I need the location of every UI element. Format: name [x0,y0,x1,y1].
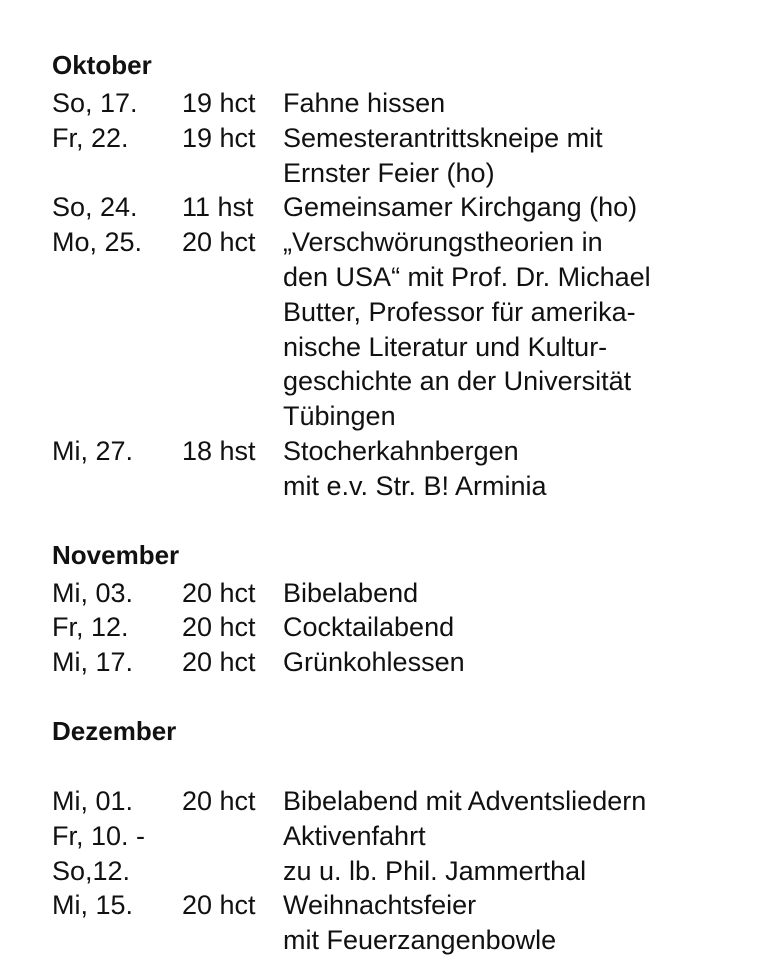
event-description-line: Ernster Feier (ho) [283,157,495,188]
event-description [283,645,752,680]
month-section-oktober [52,44,752,504]
event-date: Fr, 22. [52,122,129,153]
month-title: Oktober [52,50,152,80]
event-time [182,819,283,854]
event-description-line: Cocktailabend [283,612,455,643]
event-time: 20 hct [182,227,256,258]
event-description [283,434,752,504]
event-time: 20 hct [182,890,256,921]
event-description-line: Aktivenfahrt [283,820,426,851]
event-description-line: Gemeinsamer Kirchgang (ho) [283,192,638,223]
event-description-line: Bibelabend [283,577,419,608]
event-description [283,854,752,889]
event-time: 19 hct [182,122,256,153]
event-description-line: Bibelabend mit Adventsliedern [283,785,647,816]
event-date: Fr, 12. [52,612,129,643]
event-description [283,784,752,819]
event-time: 20 hct [182,612,256,643]
month-title: Dezember [52,715,177,746]
event-description [283,610,752,645]
event-time: 19 hct [182,88,256,118]
event-description-line: Fahne hissen [283,88,446,118]
event-calendar [52,44,752,958]
event-description-line: Semesterantrittskneipe mit [283,122,603,153]
event-row [52,190,752,225]
month-title: November [52,539,180,570]
event-row [52,576,752,611]
event-row [52,121,752,191]
event-date: Mi, 03. [52,577,134,608]
event-list [52,784,752,958]
event-date: Mo, 25. [52,227,143,258]
event-description-line: Tübingen [283,401,396,432]
event-description [283,576,752,611]
event-row [52,434,752,504]
event-description-line: zu u. lb. Phil. Jammerthal [283,855,587,886]
event-row [52,86,752,121]
event-row [52,888,752,958]
event-time: 20 hct [182,577,256,608]
event-time: 20 hct [182,785,256,816]
month-section-november [52,534,752,680]
event-row [52,819,752,854]
event-row [52,854,752,889]
event-description-line: Stocherkahnbergen [283,435,519,466]
event-description-line: Weihnachtsfeier [283,890,477,921]
event-description-line: geschichte an der Universität [283,366,632,397]
event-row [52,610,752,645]
event-date: So, 17. [52,88,138,118]
event-date: Fr, 10. - [52,820,146,851]
event-description [283,888,752,958]
event-description [283,86,752,121]
event-row [52,225,752,434]
event-time: 18 hst [182,435,256,466]
event-date: Mi, 15. [52,890,134,921]
event-time [182,854,283,889]
event-date: Mi, 01. [52,785,134,816]
event-date: So, 24. [52,192,138,223]
event-description-line: mit Feuerzangenbowle [283,925,557,956]
event-description [283,121,752,191]
event-row [52,784,752,819]
event-row [52,645,752,680]
event-description-line: mit e.v. Str. B! Arminia [283,470,547,501]
event-description-line: Butter, Professor für amerika- [283,296,636,327]
event-list [52,86,752,504]
event-date: Mi, 17. [52,647,134,678]
event-time: 20 hct [182,647,256,678]
event-list [52,576,752,680]
event-date: So,12. [52,855,131,886]
event-description [283,225,752,434]
event-description [283,819,752,854]
event-description-line: nische Literatur und Kultur- [283,331,608,362]
event-date: Mi, 27. [52,435,134,466]
event-description-line: „Verschwörungstheorien in [283,227,603,258]
event-description [283,190,752,225]
month-section-dezember [52,710,752,958]
event-description-line: Grünkohlessen [283,647,465,678]
event-time: 11 hst [182,192,254,223]
event-description-line: den USA“ mit Prof. Dr. Michael [283,261,651,292]
